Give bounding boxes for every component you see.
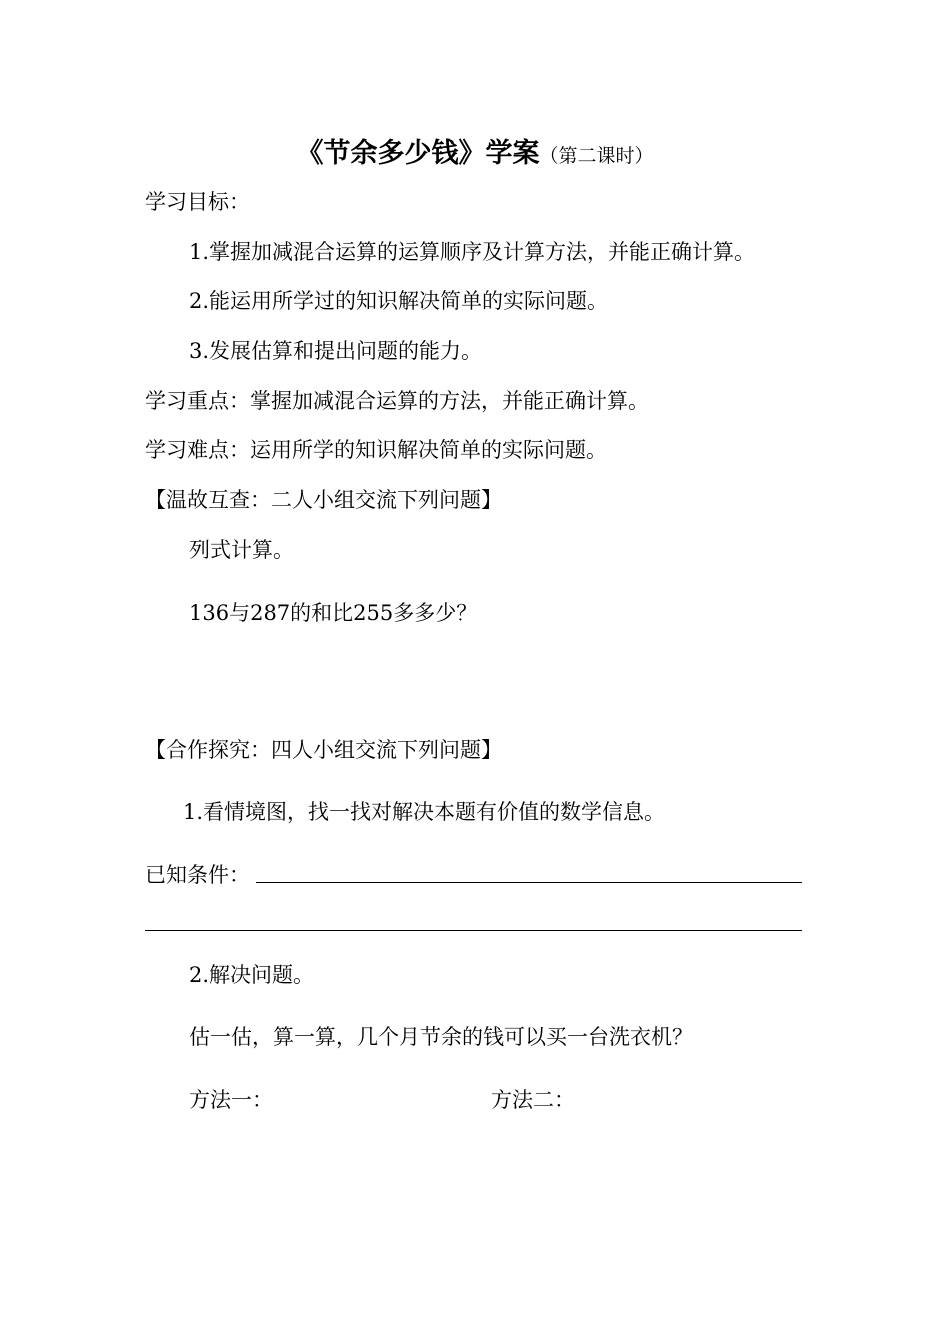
review-question: 136与287的和比255多多少？ (189, 601, 478, 625)
explore-heading: 【合作探究：四人小组交流下列问题】 (145, 738, 502, 762)
title-main: 《节余多少钱》学案 (296, 138, 540, 169)
objectives-label: 学习目标： (145, 190, 250, 214)
review-instruction: 列式计算。 (189, 538, 294, 562)
key-point: 学习重点：掌握加减混合运算的方法，并能正确计算。 (145, 389, 649, 413)
method-two-label: 方法二： (491, 1088, 575, 1112)
review-heading: 【温故互查：二人小组交流下列问题】 (145, 488, 502, 512)
explore-step-1: 1.看情境图，找一找对解决本题有价值的数学信息。 (183, 800, 666, 824)
objective-item-3: 3.发展估算和提出问题的能力。 (189, 339, 483, 363)
known-conditions-label: 已知条件： (145, 863, 250, 887)
known-conditions-answer-line-1[interactable] (256, 882, 802, 883)
explore-question: 估一估，算一算，几个月节余的钱可以买一台洗衣机？ (189, 1025, 693, 1049)
objective-item-1: 1.掌握加减混合运算的运算顺序及计算方法，并能正确计算。 (189, 240, 756, 264)
difficulty-point: 学习难点：运用所学的知识解决简单的实际问题。 (145, 438, 607, 462)
method-one-label: 方法一： (189, 1088, 273, 1112)
title-lesson-label: （第二课时） (539, 145, 654, 167)
known-conditions-answer-line-2[interactable] (145, 930, 802, 931)
objective-item-2: 2.能运用所学过的知识解决简单的实际问题。 (189, 289, 609, 313)
page-title (0, 137, 950, 174)
explore-step-2: 2.解决问题。 (189, 963, 315, 987)
